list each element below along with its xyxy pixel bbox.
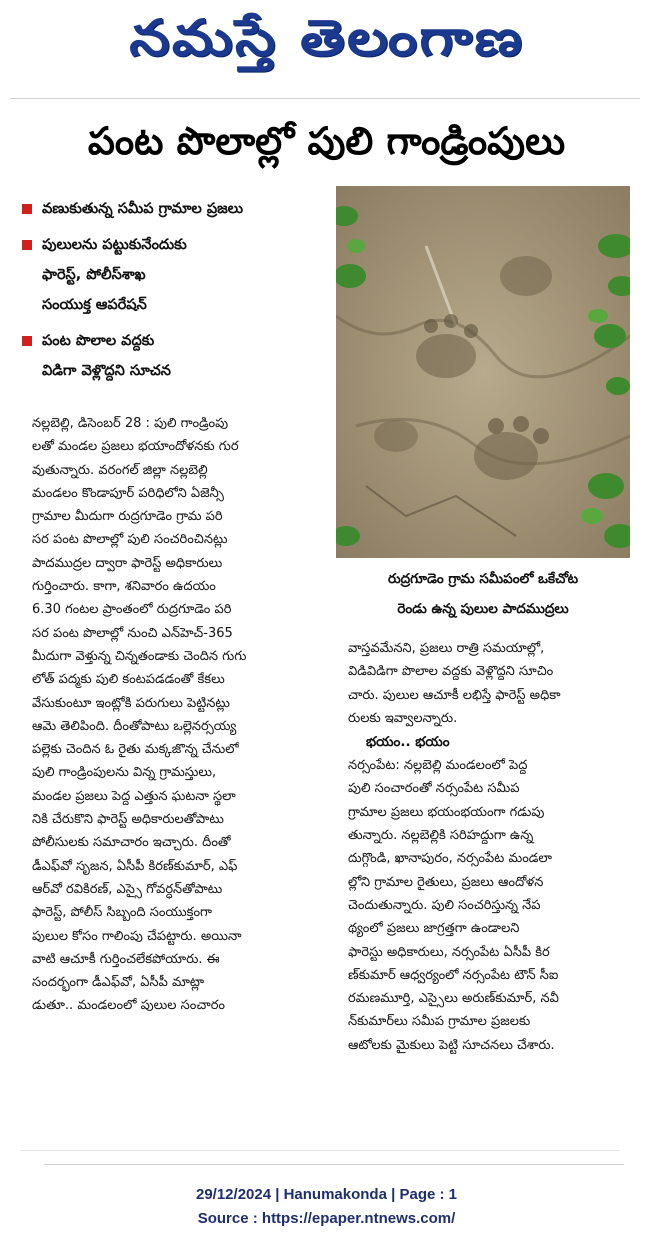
photo-caption [336, 564, 630, 624]
article-line: గ్రామాల మీదుగా రుద్రగూడెం గ్రామ పరి [32, 509, 223, 525]
article-line: ఫారెస్టు అధికారులు, నర్సంపేట ఏసీపీ కిర [348, 944, 550, 960]
highlight-line: పంట పొలాల వద్దకు [42, 333, 155, 349]
article-line: సందర్భంగా డీఎఫ్‌వో, ఏసీపీ మాట్లా [32, 975, 205, 991]
article-line: వాస్తవమేనని, ప్రజలు రాత్రి సమయాల్లో, [348, 641, 545, 656]
article-line: ఆటోలకు మైకులు పెట్టి సూచనలు చేశారు. [348, 1037, 555, 1053]
masthead [0, 0, 653, 88]
article-line: డీఎఫ్‌వో సృజన, ఏసీపీ కిరణ్‌కుమార్, ఎఫ్ [32, 858, 238, 874]
highlights-list [20, 194, 330, 392]
article-line: గుర్తించారు. కాగా, శనివారం ఉదయం [32, 579, 216, 595]
tiger-pugmarks-photo [336, 186, 630, 558]
article-line: న్‌కుమార్‌లు సమీప గ్రామాల ప్రజలకు [348, 1014, 531, 1030]
newspaper-title: నమస్తే తెలంగాణ [128, 8, 525, 67]
headline-text: పంట పొలాల్లో పులి గాండ్రింపులు [87, 119, 566, 163]
article-subheading: భయం.. భయం [366, 734, 450, 751]
article-line: లతో మండల ప్రజలు భయాందోళనకు గుర [32, 439, 239, 455]
article-line: నర్సంపేట: నల్లబెల్లి మండలంలో పెద్ద [348, 758, 528, 774]
highlight-line: సంయుక్త ఆపరేషన్ [42, 297, 147, 313]
article-line: లోత్ పద్మకు పులి కంటపడడంతో కేకలు [32, 672, 225, 688]
masthead-divider [10, 98, 640, 99]
article-line: ఆమె తెలిపింది. దీంతోపాటు ఒల్లెనర్సయ్య [32, 718, 237, 734]
article-line: థ్యంలో ప్రజలు జాగ్రత్తగా ఉండాలని [348, 921, 520, 937]
article-line: ఆర్‌వో రవికిరణ్, ఎస్సై గోవర్ధన్‌తోపాటు [32, 881, 223, 897]
article-line: పోలీసులకు సమాచారం ఇచ్చారు. దీంతో [32, 835, 231, 851]
article-column-left [32, 412, 332, 1018]
article-line: డుతూ.. మండలంలో పులుల సంచారం [32, 998, 225, 1014]
footer-divider [44, 1164, 624, 1165]
article-bottom-divider [20, 1150, 620, 1151]
article-line: వేసుకుంటూ ఇంట్లోకి పరుగులు పెట్టినట్లు [32, 695, 230, 711]
bullet-square-icon [22, 240, 32, 250]
article-line: మండల ప్రజలు పెద్ద ఎత్తున ఘటనా స్థలా [32, 788, 236, 804]
article-line: వాటి ఆచూకీ గుర్తించలేకపోయారు. ఈ [32, 951, 220, 967]
article-line: ణ్‌కుమార్ ఆధ్వర్యంలో నర్సంపేట టౌన్ సీఐ [348, 967, 559, 983]
article-line: మీదుగా వెళ్తున్న చిన్నతండాకు చెందిన గుగు [32, 648, 247, 664]
article-line: సర పంట పొలాల్లో పులి సంచరించినట్లు [32, 532, 228, 548]
caption-line: రెండు ఉన్న పులుల పాదముద్రలు [397, 601, 569, 617]
article-line: రమణమూర్తి, ఎస్సైలు అరుణ్‌కుమార్, నవీ [348, 991, 559, 1007]
footer-source: Source : https://epaper.ntnews.com/ [197, 1210, 456, 1227]
article-line: నికి చేరుకొని ఫారెస్ట్ అధికారులతోపాటు [32, 812, 224, 828]
article-line: పాదముద్రల ద్వారా ఫారెస్ట్ అధికారులు [32, 555, 223, 571]
article-line: చారు. పులుల ఆచూకీ లభిస్తే ఫారెస్ట్ అధికా [348, 687, 561, 703]
article-line: ఫారెస్ట్, పోలీస్ సిబ్బంది సంయుక్తంగా [32, 905, 213, 921]
article-line: పులి గాండ్రింపులను విన్న గ్రామస్తులు, [32, 765, 217, 781]
article-line: సర పంట పొలాల్లో నుంచి ఎన్‌హెచ్-365 [32, 625, 233, 641]
article-line: చెందుతున్నారు. పులి సంచరిస్తున్న నేప [348, 897, 541, 913]
highlight-item [20, 194, 330, 224]
article-line: పల్లెకు చెందిన ఓ రైతు మక్కజొన్న చేనులో [32, 742, 239, 758]
article-line: పులుల కోసం గాలింపు చేపట్టారు. అయినా [32, 928, 242, 944]
article-line: రులకు ఇవ్వాలన్నారు. [348, 710, 458, 726]
article-line: దుగ్గొండి, ఖానాపురం, నర్సంపేట మండలా [348, 851, 553, 867]
highlight-line: ఫారెస్ట్, పోలీస్‌శాఖ [42, 267, 146, 283]
article-column-right [348, 637, 630, 1057]
highlight-item [20, 326, 330, 386]
highlight-line: వణుకుతున్న సమీప గ్రామాల ప్రజలు [42, 201, 244, 217]
article-line: 6.30 గంటల ప్రాంతంలో రుద్రగూడెం పరి [32, 602, 232, 618]
article-line: వుతున్నారు. వరంగల్ జిల్లా నల్లబెల్లి [32, 462, 208, 478]
bullet-square-icon [22, 204, 32, 214]
highlight-line: విడిగా వెళ్లొద్దని సూచన [42, 363, 171, 379]
footer [0, 1183, 653, 1231]
article-line: పులి సంచారంతో నర్సంపేట సమీప [348, 781, 520, 797]
article-line: గ్రామాల ప్రజలు భయంభయంగా గడుపు [348, 804, 545, 820]
news-photo [336, 186, 630, 558]
article-line: తున్నారు. నల్లబెల్లికి సరిహద్దుగా ఉన్న [348, 828, 534, 844]
caption-line: రుద్రగూడెం గ్రామ సమీపంలో ఒకేచోట [387, 571, 579, 587]
highlight-line: పులులను పట్టుకునేందుకు [42, 237, 187, 253]
article-line: విడివిడిగా పొలాల వద్దకు వెళ్లొద్దని సూచిం [348, 664, 554, 680]
article-line: మండలం కొండాపూర్ పరిధిలోని ఏజెన్సీ [32, 485, 224, 501]
headline [8, 110, 645, 182]
footer-edition-info: 29/12/2024 | Hanumakonda | Page : 1 [195, 1186, 457, 1203]
highlight-item [20, 230, 330, 320]
bullet-square-icon [22, 336, 32, 346]
article-line: నల్లబెల్లి, డిసెంబర్ 28 : పులి గాండ్రింపు [32, 416, 229, 431]
article-line: ల్లోని గ్రామాల రైతులు, ప్రజలు ఆందోళన [348, 874, 544, 890]
